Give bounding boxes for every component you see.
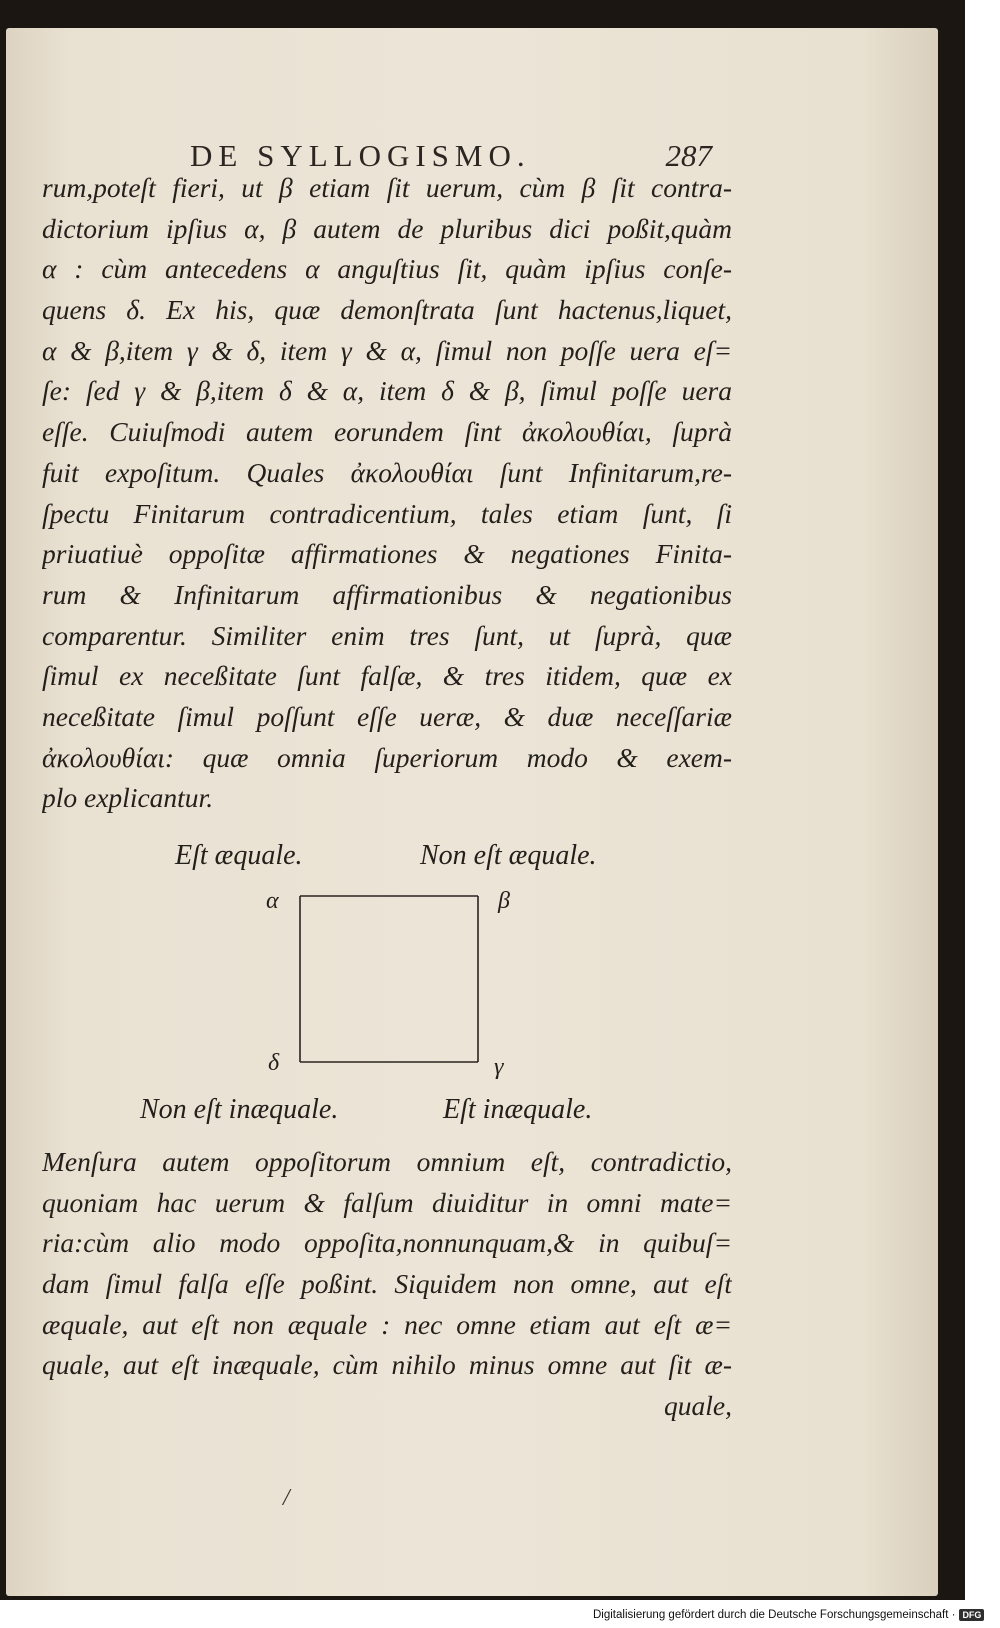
text-line: ſpectu Finitarum contradicentium, tales etiam ſunt, ſi (42, 497, 732, 529)
paragraph-two (42, 1142, 732, 1427)
diagram-label-top-left: Eſt æquale. (175, 840, 303, 871)
margin-mark: / (283, 1485, 290, 1511)
diagram-square (280, 880, 500, 1080)
corner-letter-gamma: γ (494, 1054, 504, 1080)
text-line: α & β,item γ & δ, item γ & α, ſimul non poſſe uera eſ= (42, 334, 732, 366)
text-line: priuatiuè oppoſitæ affirmationes & negationes Finita- (42, 538, 732, 570)
paragraph-one (42, 168, 732, 819)
text-line: comparentur. Similiter enim tres ſunt, ut ſuprà, quæ (42, 619, 732, 651)
catchword: quale, (664, 1390, 732, 1422)
text-line: quale, aut eſt inæquale, cùm nihilo minus omne aut ſit æ- (42, 1349, 732, 1381)
text-line: rum & Infinitarum affirmationibus & negationibus (42, 578, 732, 610)
corner-letter-delta: δ (268, 1050, 280, 1076)
text-line: ſe: ſed γ & β,item δ & α, item δ & β, ſimul poſſe uera (42, 375, 732, 407)
dfg-logo-icon: DFG (959, 1609, 984, 1621)
diagram-label-top-right: Non eſt æquale. (420, 840, 597, 871)
text-line: ἀκολουθίαι: quæ omnia ſuperiorum modo & exem- (42, 741, 732, 773)
running-head: DE SYLLOGISMO. (190, 138, 531, 173)
corner-letter-alpha: α (266, 888, 279, 914)
diagram-label-bottom-right: Eſt inæquale. (443, 1094, 593, 1125)
text-line: rum,poteſt fieri, ut β etiam ſit uerum, cùm β ſit contra- (42, 172, 732, 203)
text-line: æquale, aut eſt non æquale : nec omne etiam aut eſt æ= (42, 1308, 732, 1340)
text-line: quoniam hac uerum & falſum diuiditur in omni mate= (42, 1186, 732, 1218)
text-line: fuit expoſitum. Quales ἀκολουθίαι ſunt Infinitarum,re- (42, 456, 732, 488)
text-line: quens δ. Ex his, quæ demonſtrata ſunt hactenus,liquet, (42, 294, 732, 326)
text-line: α : cùm antecedens α anguſtius ſit, quàm ipſius conſe- (42, 253, 732, 285)
text-line: plo explicantur. (42, 782, 214, 814)
text-line: ſimul ex neceßitate ſunt falſæ, & tres itidem, quæ ex (42, 660, 732, 692)
text-line: Menſura autem oppoſitorum omnium eſt, contradictio, (42, 1146, 732, 1177)
text-line: dam ſimul falſa eſſe poßint. Siquidem non omne, aut eſt (42, 1268, 732, 1300)
text-line: eſſe. Cuiuſmodi autem eorundem ſint ἀκολουθίαι, ſuprà (42, 416, 732, 448)
footer-text: Digitalisierung gefördert durch die Deutsche Forschungsgemeinschaft · (593, 1609, 956, 1621)
text-line: dictorium ipſius α, β autem de pluribus dici poßit,quàm (42, 212, 732, 244)
text-line: neceßitate ſimul poſſunt eſſe ueræ, & duæ neceſſariæ (42, 700, 732, 732)
digitization-footer (593, 1606, 984, 1624)
corner-letter-beta: β (498, 888, 510, 914)
diagram-label-bottom-left: Non eſt inæquale. (140, 1094, 339, 1125)
page-number: 287 (665, 138, 712, 173)
text-line: ria:cùm alio modo oppoſita,nonnunquam,& in quibuſ= (42, 1227, 732, 1259)
